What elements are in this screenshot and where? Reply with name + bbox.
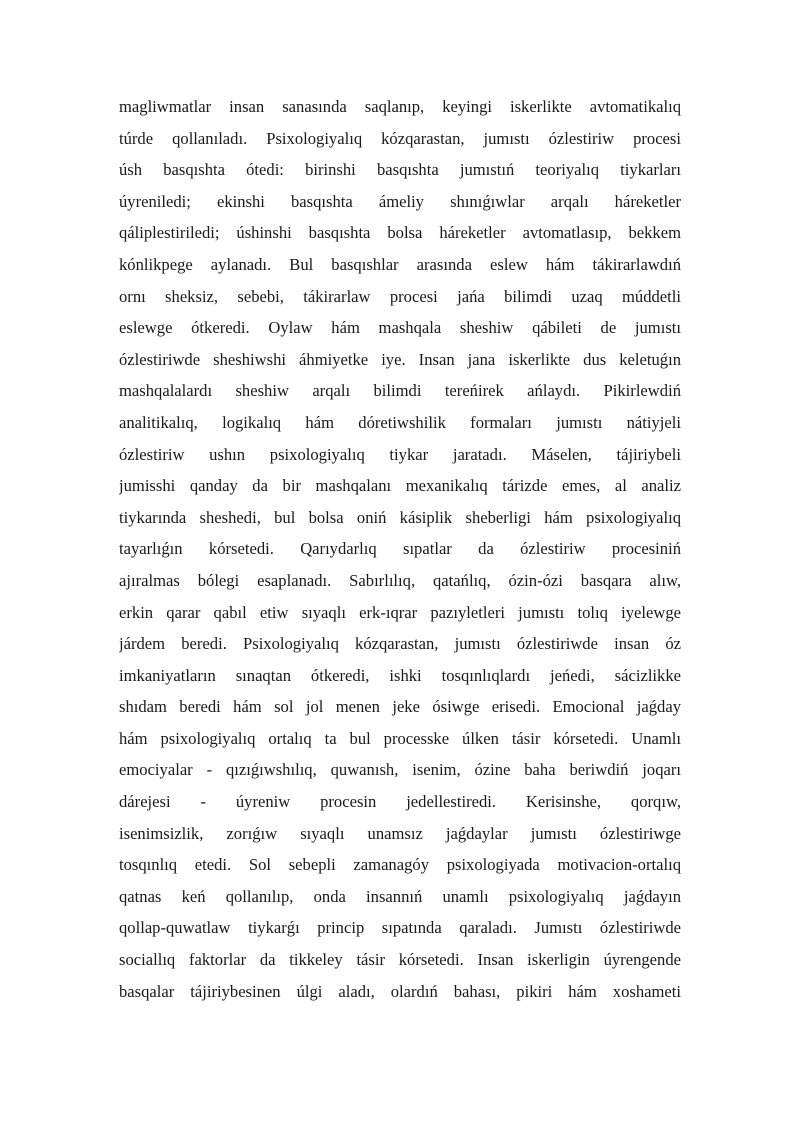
body-text	[119, 91, 681, 1007]
text-line: magliwmatlar insan sanasında saqlanıp, keyingi iskerlikte avtomatikalıq	[119, 97, 681, 116]
text-line: qatnas keń qollanılıp, onda insannıń unamlı psixologiyalıq jaǵdayın	[119, 886, 681, 906]
text-line: basqalar tájiriybesinen úlgi aladı, olardıń bahası, pikiri hám xoshameti	[119, 981, 681, 1001]
text-line: úyreniledi; ekinshi basqıshta ámeliy shınıǵıwlar arqalı háreketler	[119, 191, 681, 211]
text-line: qáliplestiriledi; úshinshi basqıshta bolsa háreketler avtomatlasıp, bekkem	[119, 223, 681, 243]
text-line: tosqınlıq etedi. Sol sebepli zamanagóy psixologiyada motivacion-ortalıq	[119, 855, 681, 875]
text-line: sociallıq faktorlar da tikkeley tásir kórsetedi. Insan iskerligin úyrengende	[119, 950, 681, 970]
text-line: kónlikpege aylanadı. Bul basqıshlar arasında eslew hám tákirarlawdıń	[119, 254, 681, 274]
text-line: imkaniyatların sınaqtan ótkeredi, ishki tosqınlıqlardı jeńedi, sácizlikke	[119, 665, 681, 685]
text-line: analitikalıq, logikalıq hám dóretiwshilik formaları jumıstı nátiyjeli	[119, 412, 681, 432]
text-line: járdem beredi. Psixologiyalıq kózqarastan, jumıstı ózlestiriwde insan óz	[119, 634, 681, 654]
text-line: úsh basqıshta ótedi: birinshi basqıshta jumıstıń teoriyalıq tiykarları	[119, 160, 681, 180]
text-line: emociyalar - qızıǵıwshılıq, quwanısh, isenim, ózine baha beriwdiń joqarı	[119, 760, 681, 780]
text-line: tayarlıǵın kórsetedi. Qarıydarlıq sıpatlar da ózlestiriw procesiniń	[119, 539, 681, 559]
text-line: jumisshi qanday da bir mashqalanı mexanikalıq tárizde emes, al analiz	[119, 476, 681, 496]
text-line: eslewge ótkeredi. Oylaw hám mashqala sheshiw qábileti de jumıstı	[119, 318, 681, 338]
text-line: ózlestiriw ushın psixologiyalıq tiykar jaratadı. Máselen, tájiriybeli	[119, 444, 681, 464]
text-line: ajıralmas bólegi esaplanadı. Sabırlılıq, qatańlıq, ózin-ózi basqara alıw,	[119, 570, 681, 590]
text-line: dárejesi - úyreniw procesin jedellestiredi. Kerisinshe, qorqıw,	[119, 792, 681, 812]
text-line: ornı sheksiz, sebebi, tákirarlaw procesi jańa bilimdi uzaq múddetli	[119, 286, 681, 306]
text-line: ózlestiriwde sheshiwshi áhmiyetke iye. Insan jana iskerlikte dus keletuǵın	[119, 349, 681, 369]
text-line: hám psixologiyalıq ortalıq ta bul processke úlken tásir kórsetedi. Unamlı	[119, 728, 681, 748]
text-line: isenimsizlik, zorıǵıw sıyaqlı unamsız jaǵdaylar jumıstı ózlestiriwge	[119, 823, 681, 843]
text-line: mashqalalardı sheshiw arqalı bilimdi tereńirek ańlaydı. Pikirlewdiń	[119, 381, 681, 401]
text-line: erkin qarar qabıl etiw sıyaqlı erk-ıqrar pazıyletleri jumıstı tolıq iyelewge	[119, 602, 681, 622]
text-line: shıdam beredi hám sol jol menen jeke ósiwge erisedi. Emocional jaǵday	[119, 697, 681, 717]
text-line: qollap-quwatlaw tiykarǵı princip sıpatında qaraladı. Jumıstı ózlestiriwde	[119, 918, 681, 938]
text-line: túrde qollanıladı. Psixologiyalıq kózqarastan, jumıstı ózlestiriw procesi	[119, 128, 681, 148]
text-line: tiykarında sheshedi, bul bolsa oniń kásiplik sheberligi hám psixologiyalıq	[119, 507, 681, 527]
